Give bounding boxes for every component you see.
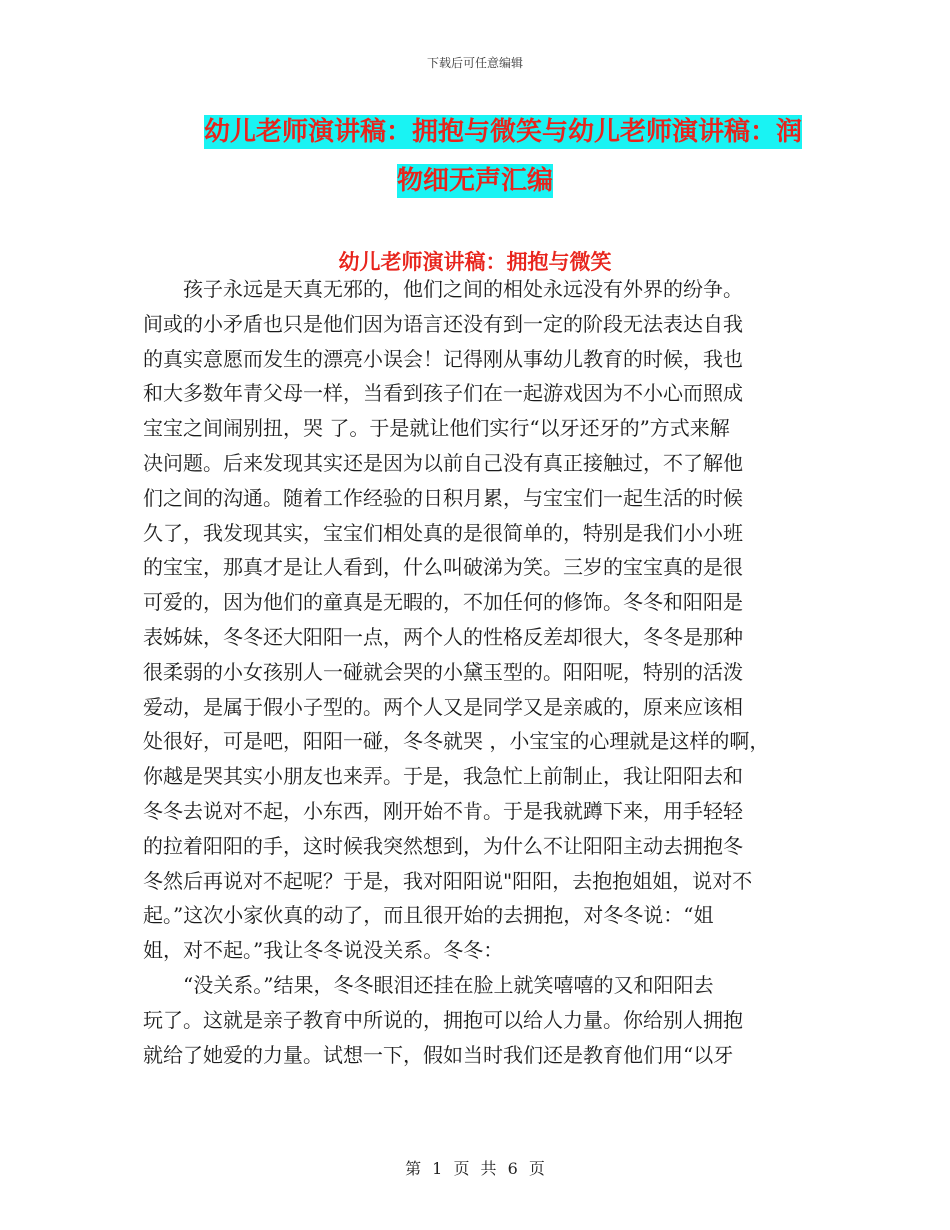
body-line: 爱动，是属于假小子型的。两个人又是同学又是亲戚的，原来应该相 <box>143 694 743 719</box>
document-title-line-2 <box>0 157 950 206</box>
body-line: 起。”这次小家伙真的动了，而且很开始的去拥抱，对冬冬说：“姐 <box>143 903 714 928</box>
body-text <box>143 272 823 1072</box>
page-footer: 第 1 页 共 6 页 <box>405 1159 545 1178</box>
body-line: 久了，我发现其实，宝宝们相处真的是很简单的，特别是我们小小班 <box>143 520 743 545</box>
body-line: 表姊妹，冬冬还大阳阳一点，两个人的性格反差却很大，冬冬是那种 <box>143 624 743 649</box>
title-highlight-1: 幼儿老师演讲稿：拥抱与微笑与幼儿老师演讲稿：润 <box>203 117 802 147</box>
body-line: 姐，对不起。”我让冬冬说没关系。冬冬： <box>143 938 504 963</box>
body-line: 孩子永远是天真无邪的，他们之间的相处永远没有外界的纷争。 <box>143 277 743 301</box>
body-line: 的拉着阳阳的手，这时候我突然想到，为什么不让阳阳主动去拥抱冬 <box>143 833 743 858</box>
body-line: 处很好，可是吧，阳阳一碰，冬冬就哭 ，小宝宝的心理就是这样的啊， <box>143 729 770 754</box>
body-line: 可爱的，因为他们的童真是无暇的，不加任何的修饰。冬冬和阳阳是 <box>143 590 743 615</box>
title-highlight-2: 物细无声汇编 <box>396 166 553 196</box>
body-line: 决问题。后来发现其实还是因为以前自己没有真正接触过，不了解他 <box>143 450 743 475</box>
body-line: 玩了。这就是亲子教育中所说的，拥抱可以给人力量。你给别人拥抱 <box>143 1007 743 1032</box>
body-line: 冬然后再说对不起呢？于是，我对阳阳说"阳阳，去抱抱姐姐，说对不 <box>143 868 753 893</box>
document-title <box>0 108 950 206</box>
body-line: 间或的小矛盾也只是他们因为语言还没有到一定的阶段无法表达自我 <box>143 311 743 336</box>
body-line: 的宝宝，那真才是让人看到，什么叫破涕为笑。三岁的宝宝真的是很 <box>143 555 743 580</box>
body-line: 的真实意愿而发生的漂亮小误会！记得刚从事幼儿教育的时候，我也 <box>143 346 743 371</box>
header-note: 下载后可任意编辑 <box>426 56 523 70</box>
section-heading: 幼儿老师演讲稿：拥抱与微笑 <box>338 250 612 274</box>
document-title-line-1 <box>0 108 950 157</box>
body-line: 你越是哭其实小朋友也来弄。于是，我急忙上前制止，我让阳阳去和 <box>143 764 743 789</box>
body-line: 就给了她爱的力量。试想一下，假如当时我们还是教育他们用“以牙 <box>143 1042 734 1067</box>
body-line: 宝宝之间闹别扭，哭 了。于是就让他们实行“以牙还牙的”方式来解 <box>143 416 730 441</box>
body-line: 冬冬去说对不起，小东西，刚开始不肯。于是我就蹲下来，用手轻轻 <box>143 798 743 823</box>
body-line: 们之间的沟通。随着工作经验的日积月累，与宝宝们一起生活的时候 <box>143 485 743 510</box>
body-line: 很柔弱的小女孩别人一碰就会哭的小黛玉型的。阳阳呢，特别的活泼 <box>143 659 743 684</box>
body-line: “没关系。”结果，冬冬眼泪还挂在脸上就笑嘻嘻的又和阳阳去 <box>143 972 714 997</box>
body-line: 和大多数年青父母一样，当看到孩子们在一起游戏因为不小心而照成 <box>143 381 743 406</box>
